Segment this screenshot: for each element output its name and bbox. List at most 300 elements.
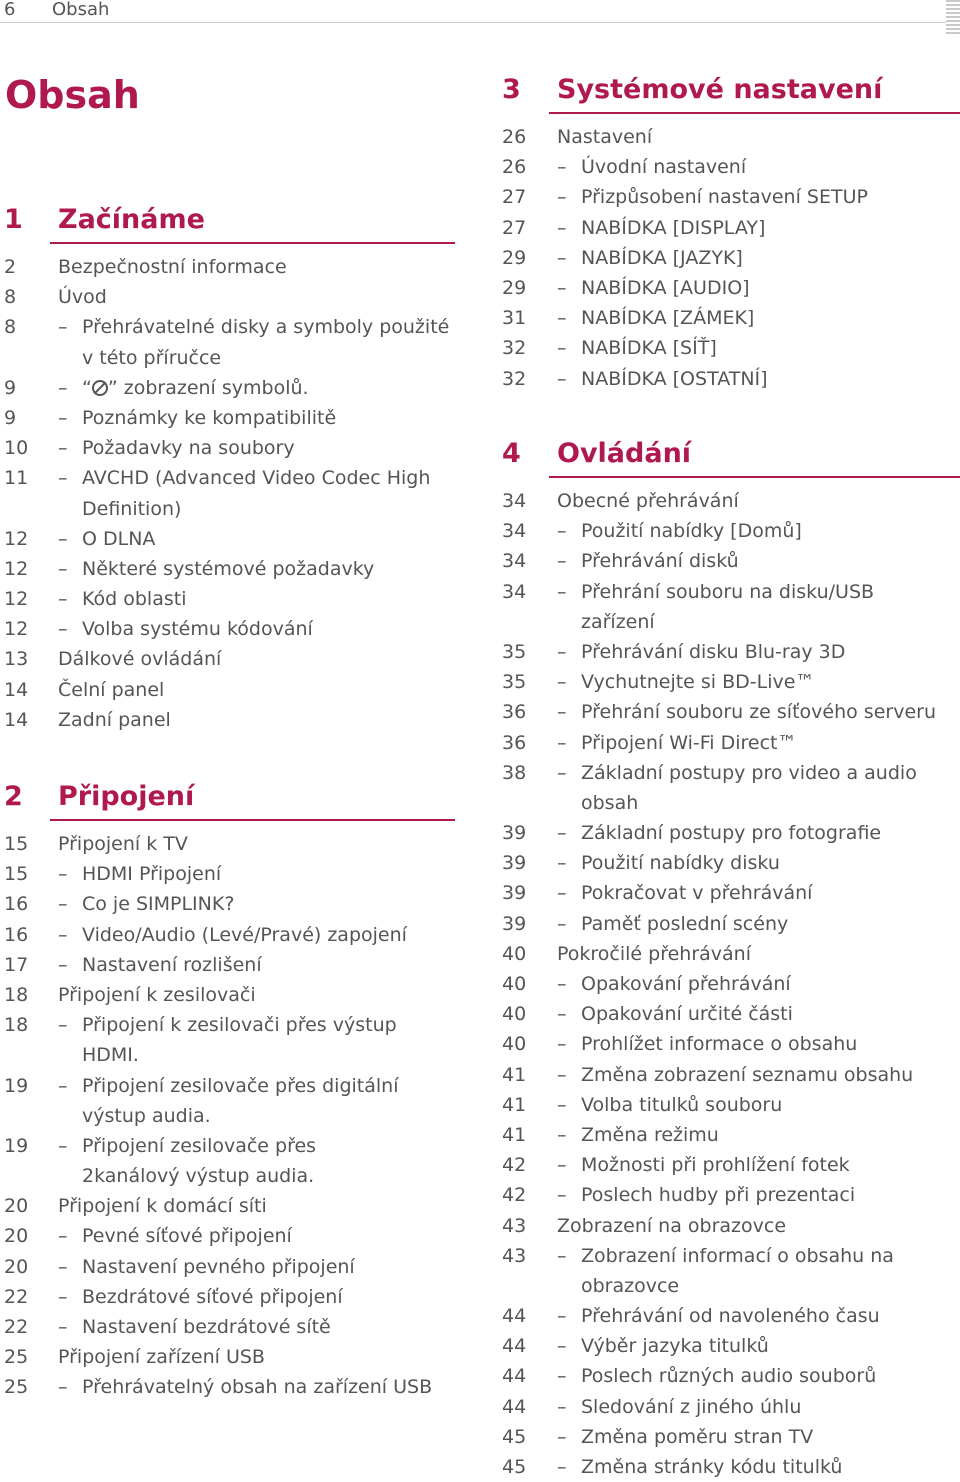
entry-text: Zadní panel: [58, 708, 171, 731]
entry-text: Připojení k TV: [58, 833, 188, 855]
entry-page-number: 8: [4, 316, 17, 339]
entry-page-number: 35: [502, 640, 527, 663]
toc-entry: [0, 1372, 470, 1402]
entry-dash: –: [557, 1033, 567, 1056]
entry-text: Obecné přehrávání: [557, 490, 739, 512]
entry-page-number: 39: [502, 852, 527, 875]
entry-page-number: 34: [502, 580, 527, 603]
entry-dash: –: [557, 1335, 567, 1358]
entry-text: Změna poměru stran TV: [581, 1425, 814, 1448]
entry-page-number: 25: [4, 1376, 29, 1399]
entry-text: Přehrávatelný obsah na zařízení USB: [82, 1376, 433, 1399]
entry-dash: –: [557, 1244, 567, 1267]
entry-dash: –: [58, 437, 68, 460]
entry-page-number: 35: [502, 671, 527, 694]
entry-text: Bezpečnostní informace: [58, 256, 287, 278]
section-number: 3: [502, 74, 521, 105]
entry-dash: –: [557, 246, 567, 269]
entry-page-number: 45: [502, 1456, 527, 1479]
entry-page-number: 14: [4, 678, 29, 701]
entry-text: Změna stránky kódu titulků: [581, 1456, 843, 1479]
entry-text: Nastavení: [557, 126, 653, 148]
section-title: Ovládání: [557, 438, 692, 469]
toc-entry: [0, 584, 470, 614]
toc-entry: [497, 728, 960, 758]
entry-page-number: 12: [4, 618, 29, 641]
entry-text: Použití nabídky [Domů]: [581, 520, 802, 543]
toc-entry: [497, 333, 960, 363]
entry-text-continued: obrazovce: [581, 1274, 680, 1297]
entry-text: HDMI Připojení: [82, 863, 222, 886]
entry-text: Požadavky na soubory: [82, 437, 295, 460]
toc-entry: [497, 1060, 960, 1090]
entry-page-number: 12: [4, 557, 29, 580]
toc-entry: [0, 554, 470, 584]
entry-page-number: 26: [502, 156, 527, 179]
entry-dash: –: [557, 852, 567, 875]
entry-page-number: 25: [4, 1346, 29, 1369]
entry-dash: –: [557, 1123, 567, 1146]
toc-entry: [497, 697, 960, 727]
toc-entry: [0, 675, 470, 705]
entry-dash: –: [557, 367, 567, 390]
toc-entry: [0, 1191, 470, 1221]
entry-page-number: 27: [502, 216, 527, 239]
entry-page-number: 44: [502, 1365, 527, 1388]
entry-page-number: 36: [502, 731, 527, 754]
section-number: 2: [4, 781, 23, 812]
entry-text: Pevné síťové připojení: [82, 1225, 292, 1248]
entry-text: Paměť poslední scény: [581, 912, 789, 935]
entry-dash: –: [58, 1316, 68, 1339]
entry-text: Zobrazení na obrazovce: [557, 1214, 787, 1237]
entry-text-continued: 2kanálový výstup audia.: [82, 1165, 315, 1188]
entry-page-number: 15: [4, 833, 29, 855]
entry-text: Přehrávání disků: [581, 550, 739, 573]
entry-dash: –: [58, 406, 68, 429]
entry-page-number: 18: [4, 983, 29, 1006]
entry-text: Změna režimu: [581, 1123, 719, 1146]
toc-entry: [497, 1150, 960, 1180]
entry-text: Přizpůsobení nastavení SETUP: [581, 186, 868, 209]
toc-entry: [497, 182, 960, 212]
entry-page-number: 39: [502, 912, 527, 935]
section-rule: [50, 242, 455, 244]
entry-text: Připojení k zesilovači přes výstup: [82, 1014, 397, 1037]
entry-page-number: 10: [4, 437, 29, 460]
entry-dash: –: [58, 1014, 68, 1037]
toc-entry: [497, 818, 960, 848]
entry-text: Přehrávatelné disky a symboly použité: [82, 316, 450, 339]
entry-dash: –: [557, 822, 567, 845]
entry-page-number: 22: [4, 1316, 29, 1339]
section-heading: [497, 70, 960, 110]
toc-entry: [0, 1342, 470, 1372]
page-number: 6: [4, 0, 16, 20]
toc-entry: [0, 705, 470, 735]
entry-text: Video/Audio (Levé/Pravé) zapojení: [82, 923, 407, 946]
entry-text: Připojení k domácí síti: [58, 1195, 267, 1218]
toc-entry: [497, 243, 960, 273]
toc-entry: [497, 1120, 960, 1150]
entry-text: Prohlížet informace o obsahu: [581, 1033, 858, 1056]
entry-text-continued: Definition): [82, 497, 182, 520]
toc-entry: [0, 829, 470, 859]
toc-entry: [0, 644, 470, 674]
section-rule: [50, 819, 455, 821]
toc-entry: [497, 546, 960, 576]
entry-dash: –: [557, 671, 567, 694]
toc-entry: [497, 999, 960, 1029]
toc-entry: [0, 1312, 470, 1342]
entry-text: Poslech různých audio souborů: [581, 1365, 877, 1388]
entry-page-number: 29: [502, 276, 527, 299]
entry-text: Použití nabídky disku: [581, 852, 780, 875]
entry-text-continued: obsah: [581, 791, 639, 814]
entry-dash: –: [557, 1456, 567, 1479]
entry-dash: –: [58, 1225, 68, 1248]
entry-dash: –: [557, 520, 567, 543]
entry-text: Nastavení rozlišení: [82, 953, 262, 976]
entry-text: Pokročilé přehrávání: [557, 942, 752, 965]
toc-entry: [497, 364, 960, 394]
entry-text: Volba systému kódování: [82, 618, 313, 641]
toc-entry: [497, 1331, 960, 1361]
entry-page-number: 44: [502, 1395, 527, 1418]
entry-text: Připojení k zesilovači: [58, 983, 256, 1006]
entry-dash: –: [557, 580, 567, 603]
toc-entry: [497, 1029, 960, 1059]
page-header: [0, 0, 960, 22]
entry-dash: –: [58, 953, 68, 976]
entry-text: Kód oblasti: [82, 588, 187, 611]
entry-dash: –: [557, 1093, 567, 1116]
entry-text: Opakování určité části: [581, 1003, 793, 1026]
entry-text: NABÍDKA [DISPLAY]: [581, 216, 766, 239]
entry-text: Poznámky ke kompatibilitě: [82, 406, 337, 429]
entry-dash: –: [58, 1285, 68, 1308]
page-title: Obsah: [5, 73, 140, 117]
section-title: Připojení: [58, 781, 195, 812]
toc-entry: [0, 950, 470, 980]
entry-text-before: “: [82, 376, 92, 399]
section-heading: [0, 777, 470, 817]
toc-entry: [497, 1301, 960, 1331]
entry-text-continued: v této příručce: [82, 346, 222, 369]
entry-text: Úvodní nastavení: [581, 156, 747, 179]
section-title: Začínáme: [58, 204, 205, 235]
entry-text: Zobrazení informací o obsahu na: [581, 1244, 894, 1267]
entry-dash: –: [557, 307, 567, 330]
entry-page-number: 32: [502, 367, 527, 390]
entry-page-number: 16: [4, 923, 29, 946]
entry-page-number: 41: [502, 1093, 527, 1116]
entry-list: [497, 122, 960, 394]
entry-dash: –: [58, 467, 68, 490]
entry-page-number: 43: [502, 1214, 527, 1237]
prohibited-icon: [92, 380, 108, 396]
toc-entry: [497, 1211, 960, 1241]
entry-page-number: 42: [502, 1154, 527, 1177]
entry-page-number: 8: [4, 286, 17, 309]
entry-text: Připojení zařízení USB: [58, 1346, 265, 1369]
entry-page-number: 20: [4, 1225, 29, 1248]
entry-text: Čelní panel: [58, 678, 165, 701]
toc-entry: [0, 252, 470, 282]
entry-dash: –: [58, 1074, 68, 1097]
entry-list: [497, 486, 960, 1482]
section-title: Systémové nastavení: [557, 74, 883, 105]
entry-page-number: 38: [502, 761, 527, 784]
section-rule: [549, 476, 960, 478]
toc-entry: [0, 1010, 470, 1070]
entry-page-number: 26: [502, 126, 527, 148]
entry-page-number: 44: [502, 1305, 527, 1328]
toc-entry: [0, 373, 470, 403]
entry-text: Nastavení bezdrátové sítě: [82, 1316, 331, 1339]
entry-dash: –: [557, 1003, 567, 1026]
entry-dash: –: [557, 731, 567, 754]
entry-text: Volba titulků souboru: [581, 1093, 783, 1116]
entry-dash: –: [557, 216, 567, 239]
entry-text-continued: zařízení: [581, 610, 655, 633]
toc-entry: [497, 152, 960, 182]
entry-page-number: 39: [502, 882, 527, 905]
toc-section-1: [0, 200, 470, 735]
entry-page-number: 22: [4, 1285, 29, 1308]
toc-section-3: [497, 70, 960, 394]
entry-text: AVCHD (Advanced Video Codec High: [82, 467, 431, 490]
entry-text: Některé systémové požadavky: [82, 557, 375, 580]
toc-entry: [0, 403, 470, 433]
entry-page-number: 18: [4, 1014, 29, 1037]
entry-text: Připojení zesilovače přes: [82, 1134, 317, 1157]
entry-dash: –: [58, 1255, 68, 1278]
toc-entry: [0, 614, 470, 644]
entry-list: [0, 252, 470, 735]
entry-page-number: 40: [502, 973, 527, 996]
entry-page-number: 43: [502, 1244, 527, 1267]
entry-dash: –: [58, 1134, 68, 1157]
toc-entry: [0, 920, 470, 950]
toc-entry: [0, 524, 470, 554]
toc-entry: [497, 667, 960, 697]
entry-dash: –: [58, 863, 68, 886]
entry-text: O DLNA: [82, 527, 156, 550]
header-title: Obsah: [52, 0, 110, 20]
entry-text: Připojení Wi-Fi Direct™: [581, 731, 797, 754]
toc-entry: [497, 516, 960, 546]
entry-dash: –: [58, 893, 68, 916]
entry-dash: –: [58, 588, 68, 611]
toc-entry: [0, 859, 470, 889]
entry-dash: –: [557, 186, 567, 209]
entry-page-number: 40: [502, 1033, 527, 1056]
toc-entry: [497, 637, 960, 667]
section-heading: [497, 434, 960, 474]
entry-text: Pokračovat v přehrávání: [581, 882, 813, 905]
toc-entry: [497, 303, 960, 333]
entry-dash: –: [557, 276, 567, 299]
toc-entry: [0, 282, 470, 312]
entry-text: Poslech hudby při prezentaci: [581, 1184, 856, 1207]
toc-entry: [0, 1282, 470, 1312]
entry-dash: –: [557, 701, 567, 724]
entry-dash: –: [557, 550, 567, 573]
entry-text: Základní postupy pro fotografie: [581, 822, 882, 845]
toc-entry: [497, 1422, 960, 1452]
entry-dash: –: [557, 1395, 567, 1418]
entry-list: [0, 829, 470, 1403]
entry-page-number: 39: [502, 822, 527, 845]
entry-dash: –: [557, 640, 567, 663]
entry-dash: –: [557, 156, 567, 179]
toc-entry: [0, 1221, 470, 1251]
entry-page-number: 36: [502, 701, 527, 724]
entry-text: Přehrávání od navoleného času: [581, 1305, 880, 1328]
entry-text: Co je SIMPLINK?: [82, 893, 235, 916]
entry-page-number: 27: [502, 186, 527, 209]
toc-entry: [0, 1252, 470, 1282]
toc-entry: [497, 878, 960, 908]
entry-page-number: 9: [4, 406, 17, 429]
toc-entry: [0, 1131, 470, 1191]
entry-text: Změna zobrazení seznamu obsahu: [581, 1063, 914, 1086]
toc-entry: [497, 939, 960, 969]
toc-entry: [497, 848, 960, 878]
entry-dash: –: [557, 1184, 567, 1207]
entry-dash: –: [58, 316, 68, 339]
entry-dash: –: [557, 1063, 567, 1086]
toc-entry: [497, 273, 960, 303]
entry-page-number: 12: [4, 527, 29, 550]
entry-text: Dálkové ovládání: [58, 648, 222, 671]
entry-page-number: 11: [4, 467, 29, 490]
entry-page-number: 34: [502, 490, 527, 512]
entry-text: Připojení zesilovače přes digitální: [82, 1074, 399, 1097]
toc-entry: [497, 486, 960, 516]
entry-dash: –: [58, 557, 68, 580]
entry-page-number: 40: [502, 1003, 527, 1026]
entry-dash: –: [58, 618, 68, 641]
entry-text-continued: HDMI.: [82, 1044, 139, 1067]
toc-section-4: [497, 434, 960, 1482]
entry-text: NABÍDKA [SÍŤ]: [581, 337, 717, 360]
toc-entry: [497, 1090, 960, 1120]
toc-entry: [497, 1180, 960, 1210]
toc-entry: [497, 1241, 960, 1301]
entry-dash: –: [557, 337, 567, 360]
entry-text-continued: výstup audia.: [82, 1104, 211, 1127]
section-heading: [0, 200, 470, 240]
toc-entry: [497, 1361, 960, 1391]
entry-page-number: 14: [4, 708, 29, 731]
section-number: 4: [502, 438, 521, 469]
toc-entry: [0, 889, 470, 919]
entry-text: Přehrání souboru ze síťového serveru: [581, 701, 936, 724]
entry-dash: –: [58, 376, 68, 399]
entry-dash: –: [58, 923, 68, 946]
entry-page-number: 41: [502, 1123, 527, 1146]
entry-dash: –: [557, 912, 567, 935]
entry-text: NABÍDKA [ZÁMEK]: [581, 307, 755, 330]
toc-entry: [0, 463, 470, 523]
toc-entry: [497, 909, 960, 939]
entry-page-number: 32: [502, 337, 527, 360]
entry-dash: –: [557, 1154, 567, 1177]
entry-page-number: 12: [4, 588, 29, 611]
entry-page-number: 17: [4, 953, 29, 976]
toc-entry: [497, 1392, 960, 1422]
toc-entry: [497, 1452, 960, 1482]
toc-entry: [0, 312, 470, 372]
entry-text: [82, 373, 309, 403]
entry-text: Přehrání souboru na disku/USB: [581, 580, 875, 603]
entry-page-number: 20: [4, 1195, 29, 1218]
entry-dash: –: [58, 527, 68, 550]
entry-page-number: 9: [4, 376, 17, 399]
entry-text: Vychutnejte si BD-Live™: [581, 671, 815, 694]
entry-page-number: 15: [4, 863, 29, 886]
entry-text: Opakování přehrávání: [581, 973, 791, 996]
entry-dash: –: [557, 1365, 567, 1388]
toc-section-2: [0, 777, 470, 1403]
entry-text: Základní postupy pro video a audio: [581, 761, 917, 784]
entry-text: Výběr jazyka titulků: [581, 1335, 769, 1358]
entry-text: Nastavení pevného připojení: [82, 1255, 355, 1278]
toc-entry: [497, 577, 960, 637]
entry-dash: –: [58, 1376, 68, 1399]
entry-page-number: 34: [502, 520, 527, 543]
entry-page-number: 2: [4, 256, 17, 278]
entry-dash: –: [557, 882, 567, 905]
entry-text: Úvod: [58, 286, 107, 309]
toc-entry: [0, 1071, 470, 1131]
entry-text: Sledování z jiného úhlu: [581, 1395, 802, 1418]
entry-dash: –: [557, 761, 567, 784]
entry-page-number: 29: [502, 246, 527, 269]
entry-text: Přehrávání disku Blu-ray 3D: [581, 640, 846, 663]
entry-page-number: 19: [4, 1074, 29, 1097]
toc-entry: [0, 980, 470, 1010]
entry-text: NABÍDKA [OSTATNÍ]: [581, 367, 768, 390]
entry-page-number: 45: [502, 1425, 527, 1448]
entry-dash: –: [557, 1425, 567, 1448]
header-rule: [0, 22, 960, 23]
entry-text: NABÍDKA [AUDIO]: [581, 276, 750, 299]
entry-text: NABÍDKA [JAZYK]: [581, 246, 743, 269]
toc-entry: [497, 969, 960, 999]
corner-stripes: [946, 0, 960, 34]
entry-page-number: 41: [502, 1063, 527, 1086]
entry-page-number: 44: [502, 1335, 527, 1358]
entry-text: Možnosti při prohlížení fotek: [581, 1154, 850, 1177]
entry-text: Bezdrátové síťové připojení: [82, 1285, 343, 1308]
toc-entry: [0, 433, 470, 463]
entry-dash: –: [557, 1305, 567, 1328]
toc-entry: [497, 758, 960, 818]
entry-page-number: 34: [502, 550, 527, 573]
section-number: 1: [4, 204, 23, 235]
entry-dash: –: [557, 973, 567, 996]
toc-entry: [497, 213, 960, 243]
entry-page-number: 19: [4, 1134, 29, 1157]
entry-page-number: 42: [502, 1184, 527, 1207]
entry-page-number: 31: [502, 307, 527, 330]
entry-page-number: 16: [4, 893, 29, 916]
entry-text-after: ” zobrazení symbolů.: [107, 376, 309, 399]
toc-entry: [497, 122, 960, 152]
